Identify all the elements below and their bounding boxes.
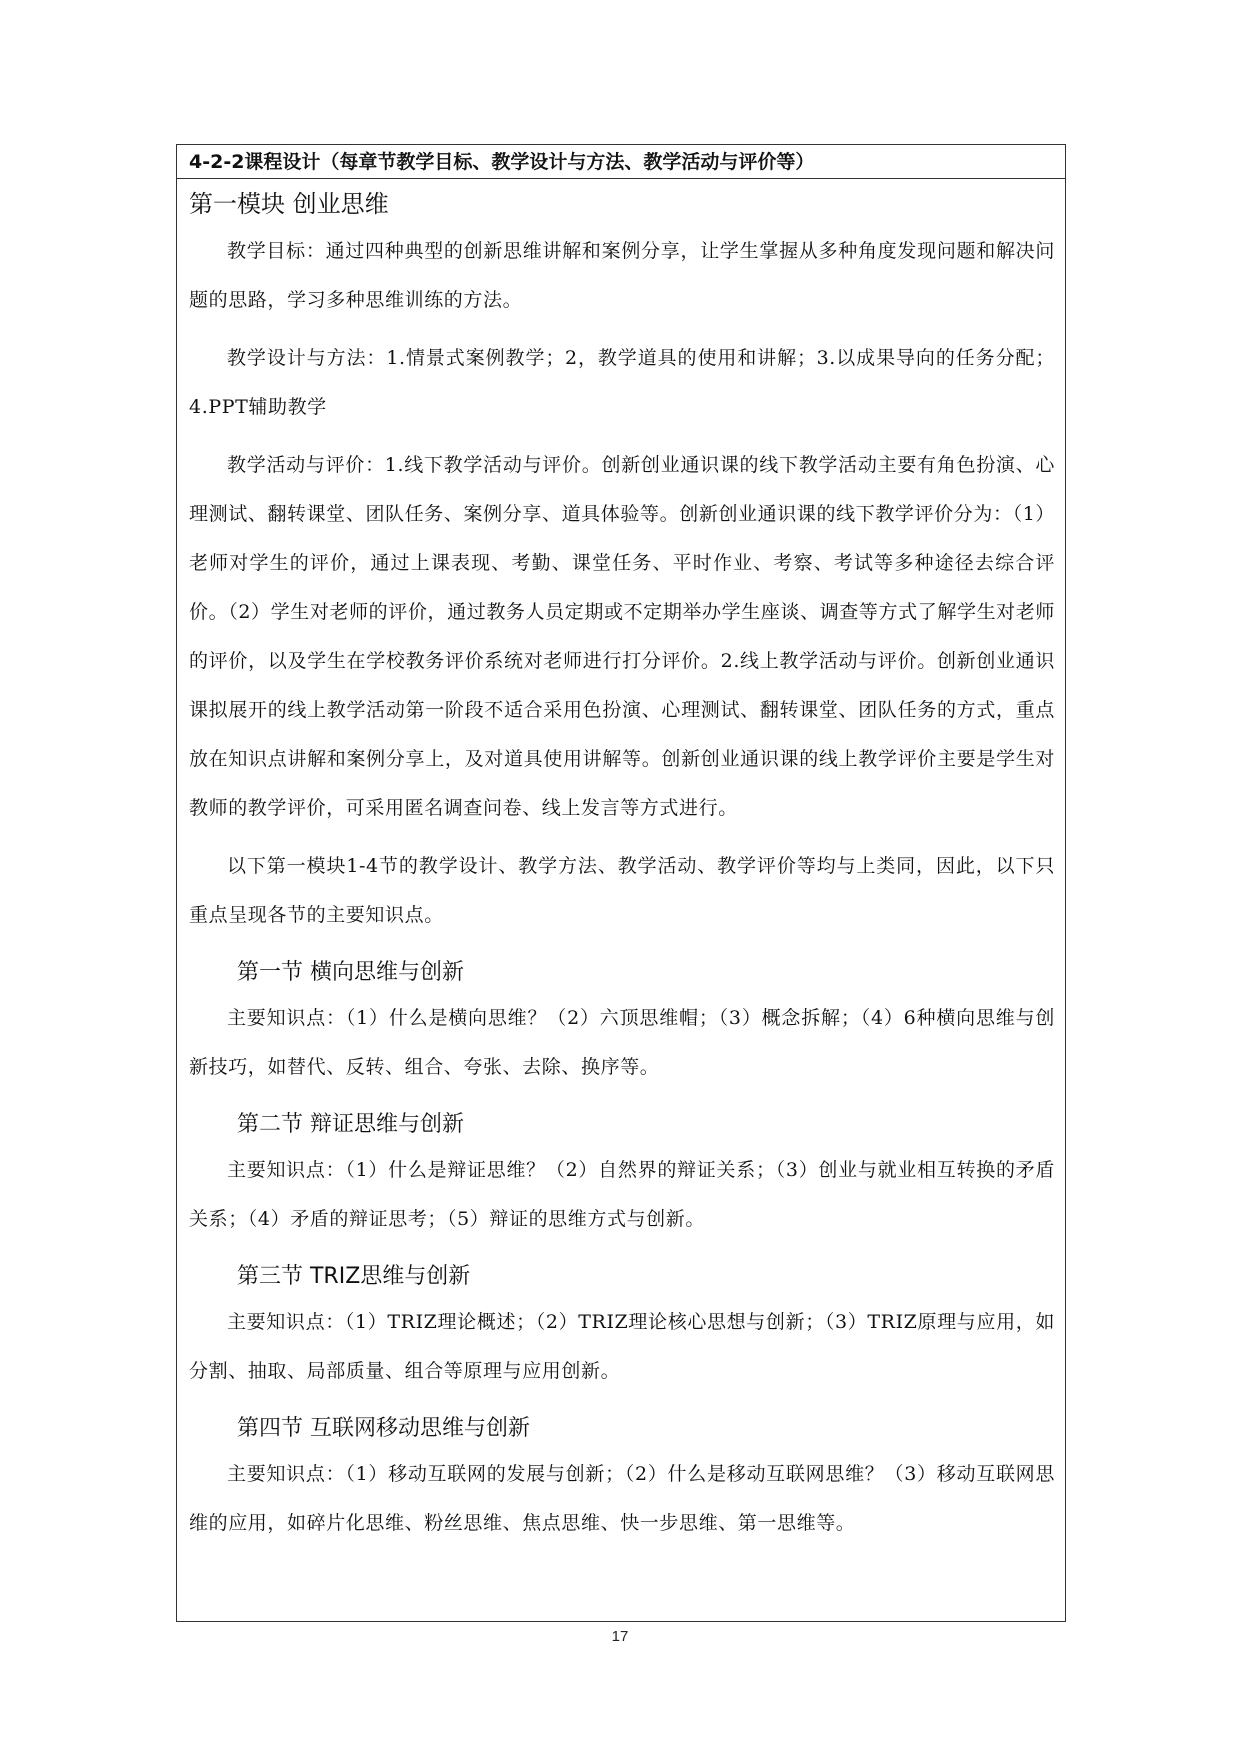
section-4-points: 主要知识点：（1）移动互联网的发展与创新；（2）什么是移动互联网思维？（3）移动互联网思维的应用，如碎片化思维、粉丝思维、焦点思维、快一步思维、第一思维等。 xyxy=(189,1463,1055,1534)
table-content xyxy=(189,185,1055,1557)
module-title: 第一模块 创业思维 xyxy=(189,190,389,218)
header-divider xyxy=(177,178,1065,179)
section-4-title: 第四节 互联网移动思维与创新 xyxy=(237,1416,530,1441)
module-note: 以下第一模块1-4节的教学设计、教学方法、教学活动、教学评价等均与上类同，因此，以下只重点呈现各节的主要知识点。 xyxy=(189,855,1055,926)
course-design-table xyxy=(176,144,1066,1622)
section-1-points: 主要知识点：（1）什么是横向思维？（2）六顶思维帽；（3）概念拆解；（4）6种横向思维与创新技巧，如替代、反转、组合、夸张、去除、换序等。 xyxy=(189,1007,1055,1078)
teaching-design: 教学设计与方法：1.情景式案例教学；2，教学道具的使用和讲解；3.以成果导向的任务分配；4.PPT辅助教学 xyxy=(189,347,1055,418)
teaching-objective: 教学目标：通过四种典型的创新思维讲解和案例分享，让学生掌握从多种角度发现问题和解决问题的思路，学习多种思维训练的方法。 xyxy=(189,240,1055,311)
section-1-title: 第一节 横向思维与创新 xyxy=(237,960,464,985)
page-number: 17 xyxy=(611,1628,629,1645)
table-header: 4-2-2课程设计（每章节教学目标、教学设计与方法、教学活动与评价等） xyxy=(189,151,815,173)
section-3-title: 第三节 TRIZ思维与创新 xyxy=(237,1264,471,1289)
section-3-points: 主要知识点：（1）TRIZ理论概述；（2）TRIZ理论核心思想与创新；（3）TRIZ原理与应用，如分割、抽取、局部质量、组合等原理与应用创新。 xyxy=(189,1311,1055,1382)
section-2-title: 第二节 辩证思维与创新 xyxy=(237,1112,464,1137)
section-2-points: 主要知识点：（1）什么是辩证思维？（2）自然界的辩证关系；（3）创业与就业相互转换的矛盾关系；（4）矛盾的辩证思考；（5）辩证的思维方式与创新。 xyxy=(189,1159,1055,1230)
teaching-activity: 教学活动与评价：1.线下教学活动与评价。创新创业通识课的线下教学活动主要有角色扮演、心理测试、翻转课堂、团队任务、案例分享、道具体验等。创新创业通识课的线下教学评价分为：（1）老师对学生的评价，通过上课表现、考勤、课堂任务、平时作业、考察、考试等多种途径去综合评价。（2）学生对老师的评价，通过教务人员定期或不定期举办学生座谈、调查等方式了解学生对老师的评价，以及学生在学校教务评价系统对老师进行打分评价。2.线上教学活动与评价。创新创业通识课拟展开的线上教学活动第一阶段不适合采用色扮演、心理测试、翻转课堂、团队任务的方式，重点放在知识点讲解和案例分享上，及对道具使用讲解等。创新创业通识课的线上教学评价主要是学生对教师的教学评价，可采用匿名调查问卷、线上发言等方式进行。 xyxy=(189,454,1055,819)
